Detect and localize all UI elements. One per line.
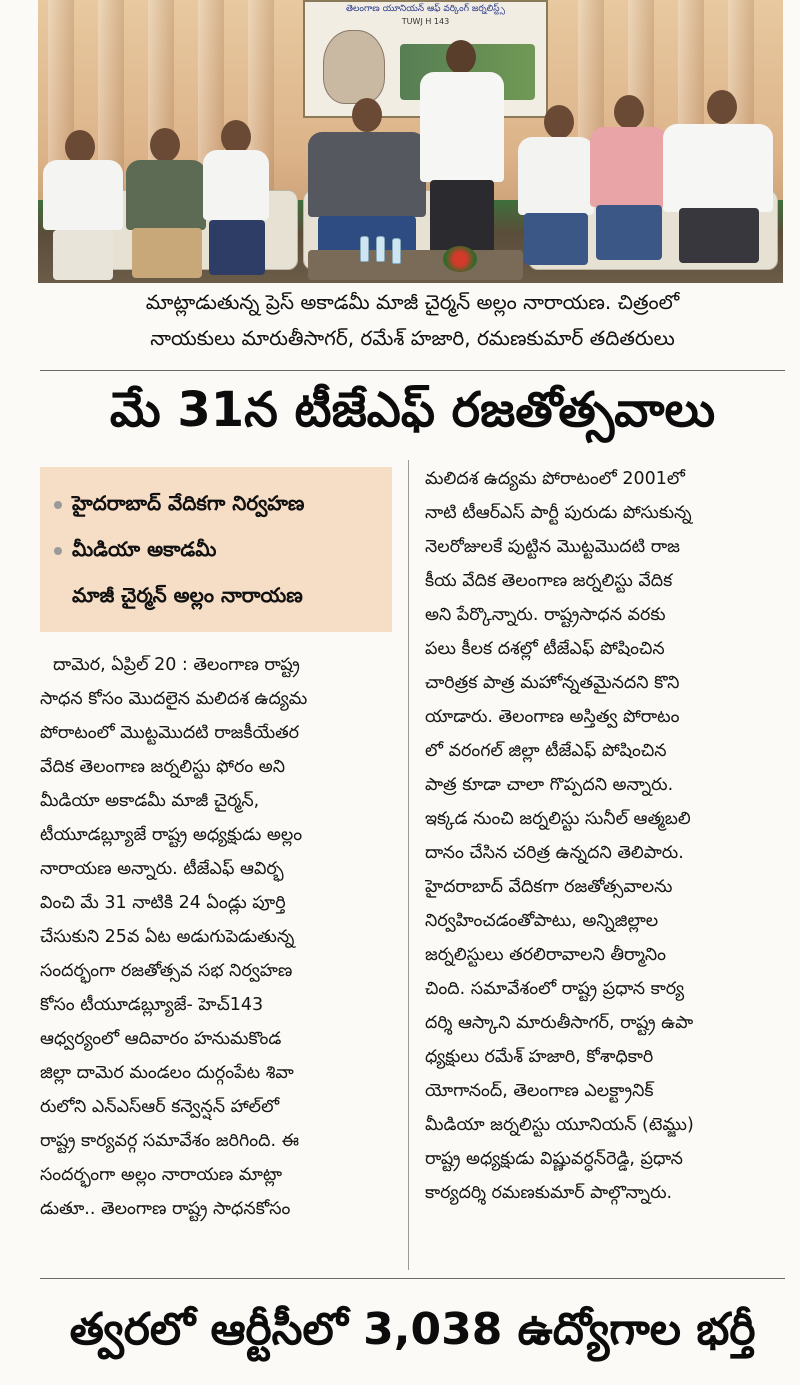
main-headline: మే 31న టీజేఎఫ్ రజతోత్సవాలు <box>109 382 716 438</box>
article-line: నాటి టీఆర్ఎస్ పార్టీ పురుడు పోసుకున్న <box>425 503 692 523</box>
article-line: నెలరోజులకే పుట్టిన మొట్టమొదటి రాజ <box>425 537 680 557</box>
highlight-item: మాజీ చైర్మన్ అల్లం నారాయణ <box>72 583 303 607</box>
banner-title: తెలంగాణ యూనియన్ ఆఫ్ వర్కింగ్ జర్నలిస్ట్స్ <box>346 4 505 14</box>
water-bottle <box>392 238 401 264</box>
article-line: అని పేర్కొన్నారు. రాష్ట్రసాధన వరకు <box>425 605 666 625</box>
bullet-icon <box>54 547 62 555</box>
article-line: హైదరాబాద్ వేదికగా రజతోత్సవాలను <box>425 877 673 897</box>
photo-caption-line-1: మాట్లాడుతున్న ప్రెస్ అకాడమీ మాజీ చైర్మన్ అల్లం నారాయణ. చిత్రంలో <box>145 290 680 314</box>
article-line: రాష్ట్ర అధ్యక్షుడు విష్ణువర్ధన్‌రెడ్డి, ప్రధాన <box>425 1149 683 1169</box>
photo-caption-line-2: నాయకులు మారుతీసాగర్, రమేశ్ హజారి, రమణకుమార్ తదితరులు <box>150 326 675 350</box>
bullet-icon <box>54 501 62 509</box>
article-line: పాత్ర కూడా చాలా గొప్పదని అన్నారు. <box>425 775 674 795</box>
article-line: మీడియా అకాడమీ మాజీ చైర్మన్, <box>40 791 260 811</box>
event-photo <box>38 0 783 283</box>
article-line: కార్యదర్శి రమణకుమార్ పాల్గొన్నారు. <box>425 1183 673 1203</box>
article-line: దర్శి ఆస్కాని మారుతీసాగర్, రాష్ట్ర ఉపా <box>425 1013 694 1033</box>
divider <box>40 370 785 371</box>
article-line: సందర్భంగా అల్లం నారాయణ మాట్లా <box>40 1165 283 1185</box>
article-line: మీడియా జర్నలిస్టు యూనియన్ (టెమ్జు) <box>425 1115 694 1135</box>
article-line: వించి మే 31 నాటికి 24 ఏండ్లు పూర్తి <box>40 893 286 913</box>
banner-subtitle: TUWJ H 143 <box>401 17 450 26</box>
article-line: దామెర, ఏప్రిల్ 20 : తెలంగాణ రాష్ట్ర <box>53 655 300 675</box>
article-line: సాధన కోసం మొదలైన మలిదశ ఉద్యమ <box>40 689 308 709</box>
article-line: డుతూ.. తెలంగాణ రాష్ట్ర సాధనకోసం <box>40 1199 291 1219</box>
article-line: లో వరంగల్ జిల్లా టీజేఎఫ్ పోషించిన <box>425 741 667 761</box>
article-line: పోరాటంలో మొట్టమొదటి రాజకీయేతర <box>40 723 300 743</box>
article-line: ఆధ్వర్యంలో ఆదివారం హనుమకొండ <box>40 1029 282 1049</box>
article-line: కీయ వేదిక తెలంగాణ జర్నలిస్టు వేదిక <box>425 571 673 591</box>
article-line: పలు కీలక దశల్లో టీజేఎఫ్ పోషించిన <box>425 639 665 659</box>
second-headline: త్వరలో ఆర్టీసీలో 3,038 ఉద్యోగాల భర్తీ <box>69 1304 756 1355</box>
water-bottle <box>360 236 369 262</box>
article-line: ధ్యక్షులు రమేశ్ హజారి, కోశాధికారి <box>425 1047 654 1067</box>
divider <box>40 1278 785 1279</box>
article-line: నిర్వహించడంతోపాటు, అన్నిజిల్లాల <box>425 911 659 931</box>
article-line: దానం చేసిన చరిత్ర ఉన్నదని తెలిపారు. <box>425 843 684 863</box>
article-line: రాష్ట్ర కార్యవర్గ సమావేశం జరిగింది. ఈ <box>40 1131 299 1151</box>
coffee-table <box>308 250 523 280</box>
flower-bouquet <box>443 246 477 272</box>
water-bottle <box>376 236 385 262</box>
article-line: రులోని ఎన్ఎస్ఆర్ కన్వెన్షన్ హాల్‌లో <box>40 1097 280 1117</box>
article-line: చేసుకుని 25వ ఏట అడుగుపెడుతున్న <box>40 927 295 947</box>
column-divider <box>408 460 409 1270</box>
article-line: వేదిక తెలంగాణ జర్నలిస్టు ఫోరం అని <box>40 757 286 777</box>
banner-portrait <box>323 30 385 104</box>
article-line: యాడారు. తెలంగాణ అస్తిత్వ పోరాటం <box>425 707 680 727</box>
highlight-item: హైదరాబాద్ వేదికగా నిర్వహణ <box>54 491 304 520</box>
article-line: చింది. సమావేశంలో రాష్ట్ర ప్రధాన కార్య <box>425 979 685 999</box>
article-line: టీయూడబ్ల్యూజే రాష్ట్ర అధ్యక్షుడు అల్లం <box>40 825 303 845</box>
article-line: చారిత్రక పాత్ర మహోన్నతమైనదని కొని <box>425 673 680 693</box>
article-line: నారాయణ అన్నారు. టీజేఎఫ్ ఆవిర్భ <box>40 859 284 879</box>
article-line: జర్నలిస్టులు తరలిరావాలని తీర్మానిం <box>425 945 667 965</box>
article-line: యోగానంద్, తెలంగాణ ఎలక్ట్రానిక్ <box>425 1081 654 1101</box>
article-line: జిల్లా దామెర మండలం దుర్గంపేట శివా <box>40 1063 294 1083</box>
article-line: కోసం టీయూడబ్ల్యూజే- హెచ్143 <box>40 995 264 1015</box>
article-line: ఇక్కడ నుంచి జర్నలిస్టు సునీల్ ఆత్మబలి <box>425 809 691 829</box>
article-line: మలిదశ ఉద్యమ పోరాటంలో 2001లో <box>425 469 685 489</box>
highlight-item: మీడియా అకాడమీ <box>54 537 216 566</box>
highlight-box <box>40 467 392 632</box>
article-line: సందర్భంగా రజతోత్సవ సభ నిర్వహణ <box>40 961 293 981</box>
